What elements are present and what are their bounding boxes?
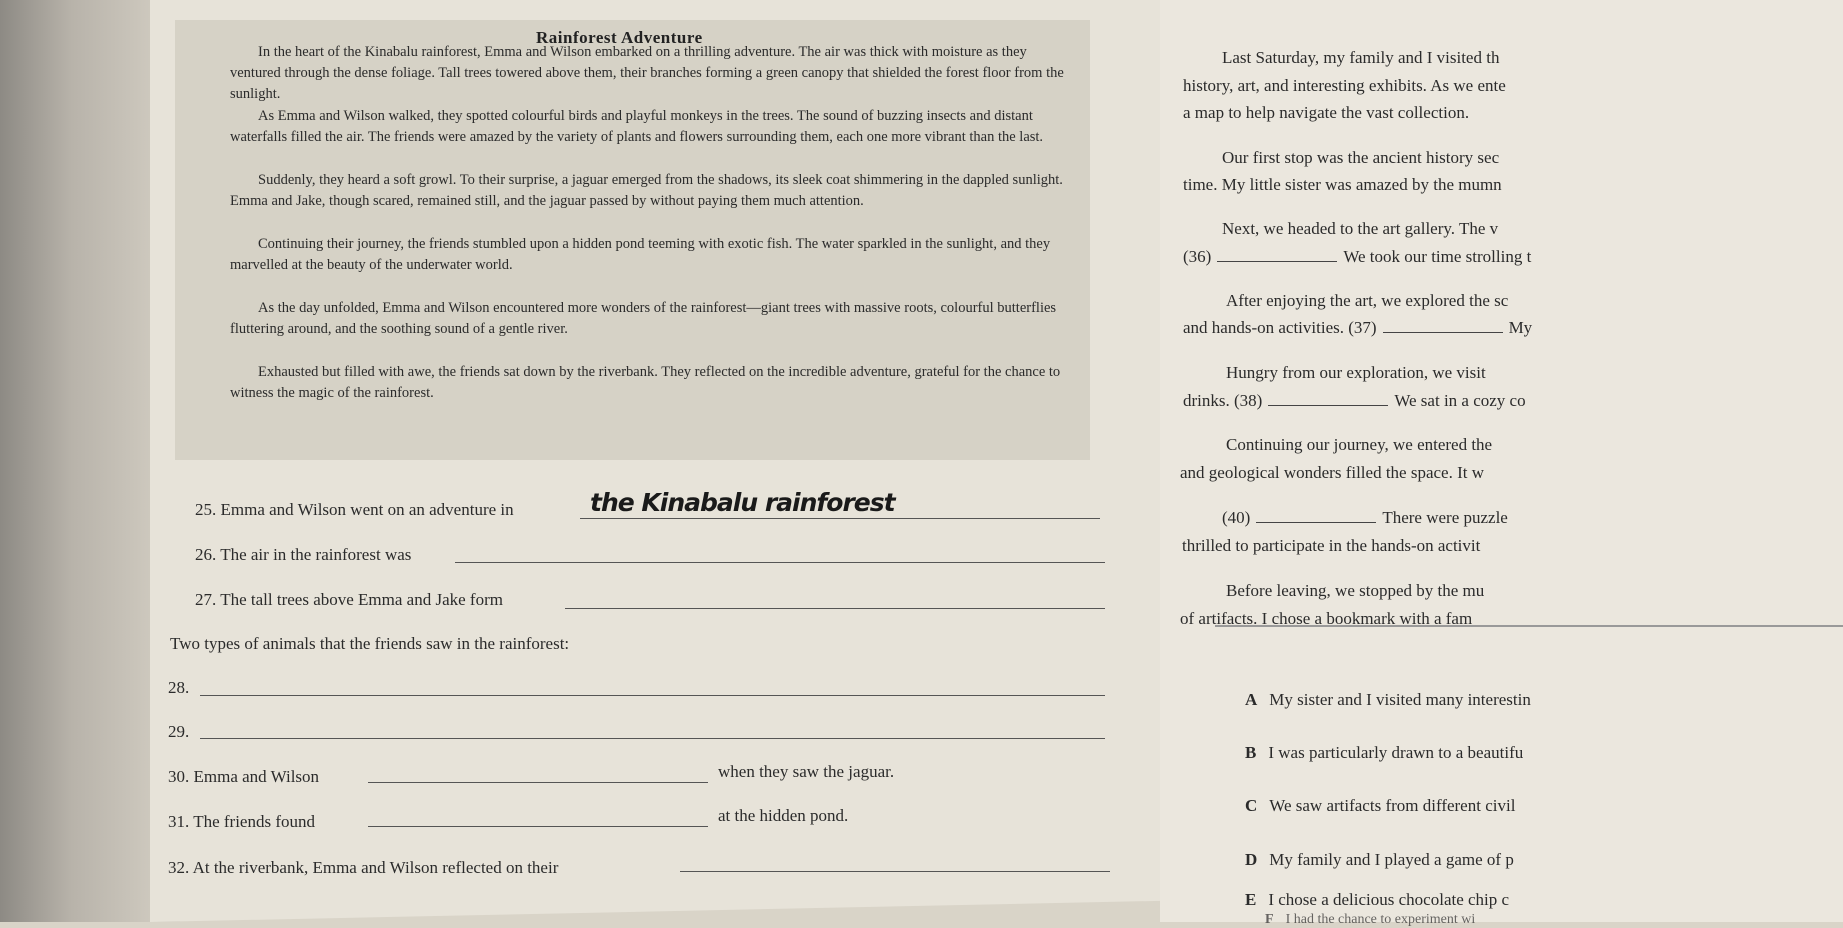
- blank-37[interactable]: [1383, 332, 1503, 333]
- story-title: Rainforest Adventure: [536, 28, 703, 47]
- question-31-ending: at the hidden pond.: [718, 806, 849, 825]
- question-26: 26. The air in the rainforest was: [195, 545, 412, 564]
- question-animals-heading: Two types of animals that the friends saw in the rainforest:: [170, 634, 570, 653]
- story-paragraph-3: Suddenly, they heard a soft growl. To their surprise, a jaguar emerged from the shadows, its sleek coat shimmering in the dappled sunlight. Emma and Jake, though scared, remained still, and the jaguar passed by without paying them much attention.: [230, 172, 1063, 209]
- question-28: 28.: [168, 678, 190, 697]
- story-paragraph-6: Exhausted but filled with awe, the friends sat down by the riverbank. They reflected on the incredible adventure, grateful for the chance to witness the magic of the rainforest.: [230, 364, 1061, 401]
- right-blank-37: and hands-on activities. (37) My: [1183, 318, 1533, 337]
- answer-line-27[interactable]: [565, 608, 1105, 609]
- right-text-line: Hungry from our exploration, we visit: [1226, 363, 1486, 382]
- story-paragraph-2: As Emma and Wilson walked, they spotted colourful birds and playful monkeys in the trees. The sound of buzzing insects and distant waterfalls filled the air. The friends were amazed by the variety of plants and flowers surrounding them, each one more vibrant than the last.: [230, 108, 1044, 145]
- blank-38[interactable]: [1268, 405, 1388, 406]
- story-paragraph-5: As the day unfolded, Emma and Wilson encountered more wonders of the rainforest—giant trees with massive roots, colourful butterflies fluttering around, and the soothing sound of a gentle river.: [230, 300, 1057, 337]
- right-text-line: of artifacts. I chose a bookmark with a fam: [1180, 609, 1473, 628]
- right-blank-36: (36) We took our time strolling t: [1183, 247, 1532, 266]
- right-text-line: and geological wonders filled the space. It w: [1180, 463, 1485, 482]
- story-paragraph-4: Continuing their journey, the friends stumbled upon a hidden pond teeming with exotic fish. The water sparkled in the sunlight, and they marvelled at the beauty of the underwater world.: [230, 236, 1051, 273]
- story-paragraph-1: In the heart of the Kinabalu rainforest, Emma and Wilson embarked on a thrilling adventure. The air was thick with moisture as they ventured through the dense foliage. Tall trees towered above them, their branches forming a green canopy that shielded the forest floor from the sunlight.: [230, 44, 1064, 102]
- answer-line-25[interactable]: [580, 518, 1100, 519]
- option-b: B I was particularly drawn to a beautifu: [1245, 743, 1524, 762]
- answer-line-29[interactable]: [200, 738, 1105, 739]
- right-text-line: Before leaving, we stopped by the mu: [1226, 581, 1485, 600]
- right-text-line: time. My little sister was amazed by the mumn: [1183, 175, 1502, 194]
- option-f: F I had the chance to experiment wi: [1265, 912, 1476, 927]
- question-27: 27. The tall trees above Emma and Jake form: [195, 590, 503, 609]
- question-31: 31. The friends found: [168, 812, 316, 831]
- answer-line-28[interactable]: [200, 695, 1105, 696]
- right-text-line: Continuing our journey, we entered the: [1226, 435, 1493, 454]
- right-text-line: Our first stop was the ancient history sec: [1222, 148, 1500, 167]
- question-29: 29.: [168, 722, 190, 741]
- answer-line-32[interactable]: [680, 871, 1110, 872]
- right-text-line: After enjoying the art, we explored the sc: [1226, 291, 1509, 310]
- option-c: C We saw artifacts from different civil: [1245, 796, 1516, 815]
- question-30-ending: when they saw the jaguar.: [718, 762, 895, 781]
- answer-line-30[interactable]: [368, 782, 708, 783]
- right-text-line: a map to help navigate the vast collection.: [1183, 103, 1470, 122]
- right-worksheet-page: [1160, 0, 1843, 922]
- right-text-line: Next, we headed to the art gallery. The v: [1222, 219, 1499, 238]
- right-text-line: Last Saturday, my family and I visited th: [1222, 48, 1500, 67]
- question-25: 25. Emma and Wilson went on an adventure in: [195, 500, 514, 519]
- blank-36[interactable]: [1217, 261, 1337, 262]
- option-d: D My family and I played a game of p: [1245, 850, 1514, 869]
- section-divider: [1215, 625, 1843, 627]
- blank-40[interactable]: [1256, 522, 1376, 523]
- right-blank-38: drinks. (38) We sat in a cozy co: [1183, 391, 1526, 410]
- answer-line-26[interactable]: [455, 562, 1105, 563]
- question-30: 30. Emma and Wilson: [168, 767, 320, 786]
- right-blank-40: (40) There were puzzle: [1222, 508, 1508, 527]
- option-a: A My sister and I visited many interestin: [1245, 690, 1531, 709]
- right-text-line: history, art, and interesting exhibits. As we ente: [1183, 76, 1506, 95]
- right-text-line: thrilled to participate in the hands-on activit: [1182, 536, 1481, 555]
- option-e: E I chose a delicious chocolate chip c: [1245, 890, 1510, 909]
- question-32: 32. At the riverbank, Emma and Wilson reflected on their: [168, 858, 559, 877]
- handwritten-answer-25: the Kinabalu rainforest: [590, 488, 895, 517]
- answer-line-31[interactable]: [368, 826, 708, 827]
